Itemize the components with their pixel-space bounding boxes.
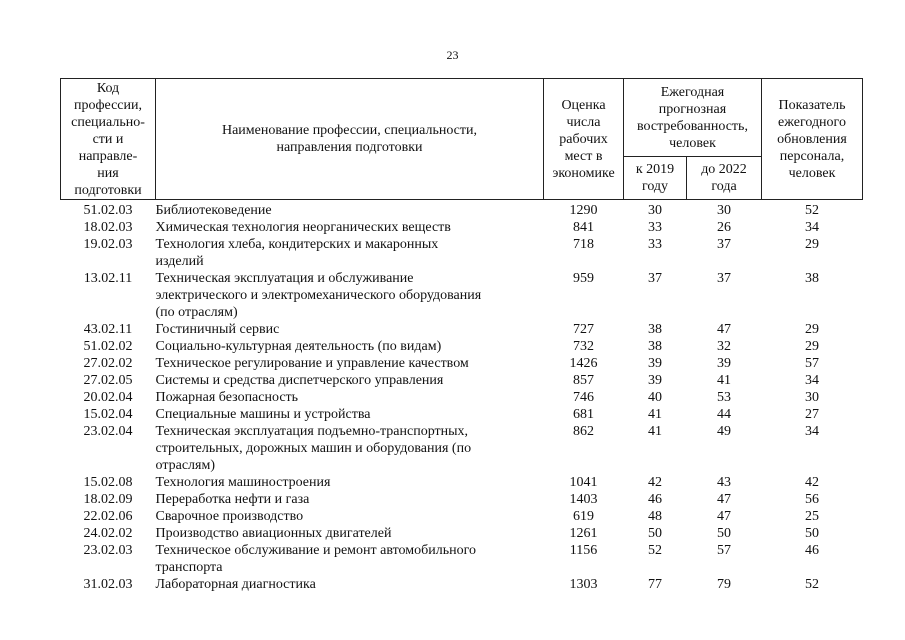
row-name xyxy=(156,474,544,491)
row-demand-2019: 46 xyxy=(648,492,662,507)
row-name-line: Техническое обслуживание и ремонт автомобильного xyxy=(155,543,477,558)
row-demand-2019: 50 xyxy=(648,526,662,541)
row-jobs: 1403 xyxy=(569,492,598,507)
row-demand-2019: 41 xyxy=(648,407,662,422)
row-renewal: 57 xyxy=(805,356,819,371)
row-name xyxy=(156,491,544,508)
row-renewal: 52 xyxy=(805,203,819,218)
row-demand-2019: 37 xyxy=(648,271,662,286)
row-demand-2022: 37 xyxy=(717,237,731,252)
row-demand-2022: 47 xyxy=(717,492,731,507)
row-renewal: 25 xyxy=(805,509,819,524)
row-name xyxy=(156,525,544,542)
row-code: 22.02.06 xyxy=(83,509,133,524)
row-name-line: Социально-культурная деятельность (по видам) xyxy=(155,339,442,354)
row-jobs: 1426 xyxy=(569,356,598,371)
row-name xyxy=(156,355,544,372)
row-name-line: Техническая эксплуатация и обслуживание xyxy=(155,271,414,286)
row-demand-2019: 38 xyxy=(648,322,662,337)
row-jobs: 1261 xyxy=(569,526,598,541)
row-name-line: Техническое регулирование и управление качеством xyxy=(155,356,469,371)
table-row xyxy=(61,219,863,236)
row-renewal: 29 xyxy=(805,237,819,252)
row-name xyxy=(156,576,544,593)
row-code: 20.02.04 xyxy=(83,390,133,405)
row-demand-2022: 50 xyxy=(717,526,731,541)
row-name-line: Библиотековедение xyxy=(155,203,272,218)
row-name xyxy=(156,389,544,406)
row-name-line: Системы и средства диспетчерского управления xyxy=(155,373,444,388)
row-code: 15.02.08 xyxy=(83,475,133,490)
row-demand-2019: 33 xyxy=(648,237,662,252)
row-renewal: 27 xyxy=(805,407,819,422)
row-code: 51.02.02 xyxy=(83,339,133,354)
row-name-line: Техническая эксплуатация подъемно-транспортных, xyxy=(155,424,469,439)
header-demand-2019: к 2019 году xyxy=(624,157,687,200)
row-demand-2022: 44 xyxy=(717,407,731,422)
row-demand-2022: 37 xyxy=(717,271,731,286)
page-number: 23 xyxy=(446,48,459,62)
table-row xyxy=(61,355,863,372)
row-name-line: Технология машиностроения xyxy=(155,475,331,490)
row-renewal: 52 xyxy=(805,577,819,592)
row-name xyxy=(156,236,544,270)
row-name-line: (по отраслям) xyxy=(155,305,238,320)
row-demand-2019: 48 xyxy=(648,509,662,524)
row-code: 43.02.11 xyxy=(83,322,133,337)
row-demand-2022: 39 xyxy=(717,356,731,371)
table-row xyxy=(61,270,863,321)
row-name-line: Специальные машины и устройства xyxy=(155,407,371,422)
row-name xyxy=(156,542,544,576)
row-name-line: электрического и электромеханического оборудования xyxy=(155,288,482,303)
row-name xyxy=(156,321,544,338)
table-row xyxy=(61,508,863,525)
row-jobs: 718 xyxy=(573,237,594,252)
table-row xyxy=(61,542,863,576)
row-code: 23.02.04 xyxy=(83,424,133,439)
row-jobs: 732 xyxy=(573,339,594,354)
row-jobs: 681 xyxy=(573,407,594,422)
row-name-line: Пожарная безопасность xyxy=(155,390,299,405)
row-name-line: транспорта xyxy=(155,560,223,575)
row-name xyxy=(156,406,544,423)
header-demand-group: Ежегодная прогнозная востребованность, человек xyxy=(624,79,762,157)
row-jobs: 841 xyxy=(573,220,594,235)
row-renewal: 50 xyxy=(805,526,819,541)
row-renewal: 34 xyxy=(805,373,819,388)
table-row xyxy=(61,474,863,491)
row-demand-2022: 57 xyxy=(717,543,731,558)
row-demand-2022: 47 xyxy=(717,509,731,524)
row-code: 19.02.03 xyxy=(83,237,133,252)
row-demand-2019: 52 xyxy=(648,543,662,558)
row-demand-2019: 38 xyxy=(648,339,662,354)
row-name xyxy=(156,423,544,474)
row-name-line: изделий xyxy=(155,254,204,269)
row-jobs: 959 xyxy=(573,271,594,286)
table-header xyxy=(61,79,863,200)
row-demand-2019: 30 xyxy=(648,203,662,218)
table-row xyxy=(61,576,863,593)
row-renewal: 38 xyxy=(805,271,819,286)
row-demand-2022: 30 xyxy=(717,203,731,218)
row-name xyxy=(156,219,544,236)
table-row xyxy=(61,389,863,406)
row-name xyxy=(156,200,544,220)
row-demand-2022: 79 xyxy=(717,577,731,592)
row-demand-2019: 41 xyxy=(648,424,662,439)
header-renewal: Показатель ежегодного обновления персонала, человек xyxy=(762,79,863,200)
table-row xyxy=(61,236,863,270)
row-name-line: Технология хлеба, кондитерских и макаронных xyxy=(155,237,439,252)
row-demand-2019: 39 xyxy=(648,373,662,388)
row-demand-2022: 41 xyxy=(717,373,731,388)
row-code: 27.02.05 xyxy=(83,373,133,388)
row-demand-2022: 43 xyxy=(717,475,731,490)
row-demand-2019: 39 xyxy=(648,356,662,371)
row-code: 24.02.02 xyxy=(83,526,133,541)
row-code: 31.02.03 xyxy=(83,577,133,592)
row-name-line: Сварочное производство xyxy=(155,509,304,524)
row-name-line: Лабораторная диагностика xyxy=(155,577,316,592)
row-jobs: 857 xyxy=(573,373,594,388)
row-renewal: 34 xyxy=(805,424,819,439)
row-name xyxy=(156,270,544,321)
header-code: Код профессии, специально- сти и направле- ния подготовки xyxy=(61,79,156,200)
row-name-line: Производство авиационных двигателей xyxy=(155,526,392,541)
row-jobs: 1041 xyxy=(569,475,598,490)
row-renewal: 34 xyxy=(805,220,819,235)
row-demand-2019: 42 xyxy=(648,475,662,490)
row-code: 27.02.02 xyxy=(83,356,133,371)
header-demand-2022: до 2022 года xyxy=(687,157,762,200)
row-demand-2022: 32 xyxy=(717,339,731,354)
row-demand-2022: 26 xyxy=(717,220,731,235)
row-jobs: 1290 xyxy=(569,203,598,218)
row-code: 15.02.04 xyxy=(83,407,133,422)
table-row xyxy=(61,372,863,389)
professions-table xyxy=(60,78,863,593)
header-name: Наименование профессии, специальности, направления подготовки xyxy=(156,79,544,200)
header-jobs: Оценка числа рабочих мест в экономике xyxy=(544,79,624,200)
row-renewal: 56 xyxy=(805,492,819,507)
row-demand-2022: 47 xyxy=(717,322,731,337)
row-jobs: 862 xyxy=(573,424,594,439)
row-name-line: Гостиничный сервис xyxy=(155,322,280,337)
row-renewal: 30 xyxy=(805,390,819,405)
row-renewal: 46 xyxy=(805,543,819,558)
table-row xyxy=(61,321,863,338)
row-name xyxy=(156,508,544,525)
table-row xyxy=(61,406,863,423)
row-name-line: строительных, дорожных машин и оборудования (по xyxy=(155,441,472,456)
row-code: 18.02.03 xyxy=(83,220,133,235)
row-code: 51.02.03 xyxy=(83,203,133,218)
table-row xyxy=(61,423,863,474)
row-code: 18.02.09 xyxy=(83,492,133,507)
row-demand-2019: 40 xyxy=(648,390,662,405)
row-name xyxy=(156,372,544,389)
row-name-line: Химическая технология неорганических веществ xyxy=(155,220,451,235)
row-jobs: 727 xyxy=(573,322,594,337)
row-demand-2019: 77 xyxy=(648,577,662,592)
row-jobs: 619 xyxy=(573,509,594,524)
table-row xyxy=(61,338,863,355)
row-jobs: 1303 xyxy=(569,577,598,592)
row-renewal: 42 xyxy=(805,475,819,490)
row-demand-2022: 53 xyxy=(717,390,731,405)
row-demand-2019: 33 xyxy=(648,220,662,235)
row-name xyxy=(156,338,544,355)
row-renewal: 29 xyxy=(805,339,819,354)
row-code: 23.02.03 xyxy=(83,543,133,558)
table-row xyxy=(61,491,863,508)
row-name-line: Переработка нефти и газа xyxy=(155,492,310,507)
table-row xyxy=(61,200,863,220)
row-jobs: 1156 xyxy=(569,543,598,558)
table-row xyxy=(61,525,863,542)
row-jobs: 746 xyxy=(573,390,594,405)
row-name-line: отраслям) xyxy=(155,458,215,473)
row-renewal: 29 xyxy=(805,322,819,337)
table-body xyxy=(61,200,863,594)
row-code: 13.02.11 xyxy=(83,271,133,286)
row-demand-2022: 49 xyxy=(717,424,731,439)
